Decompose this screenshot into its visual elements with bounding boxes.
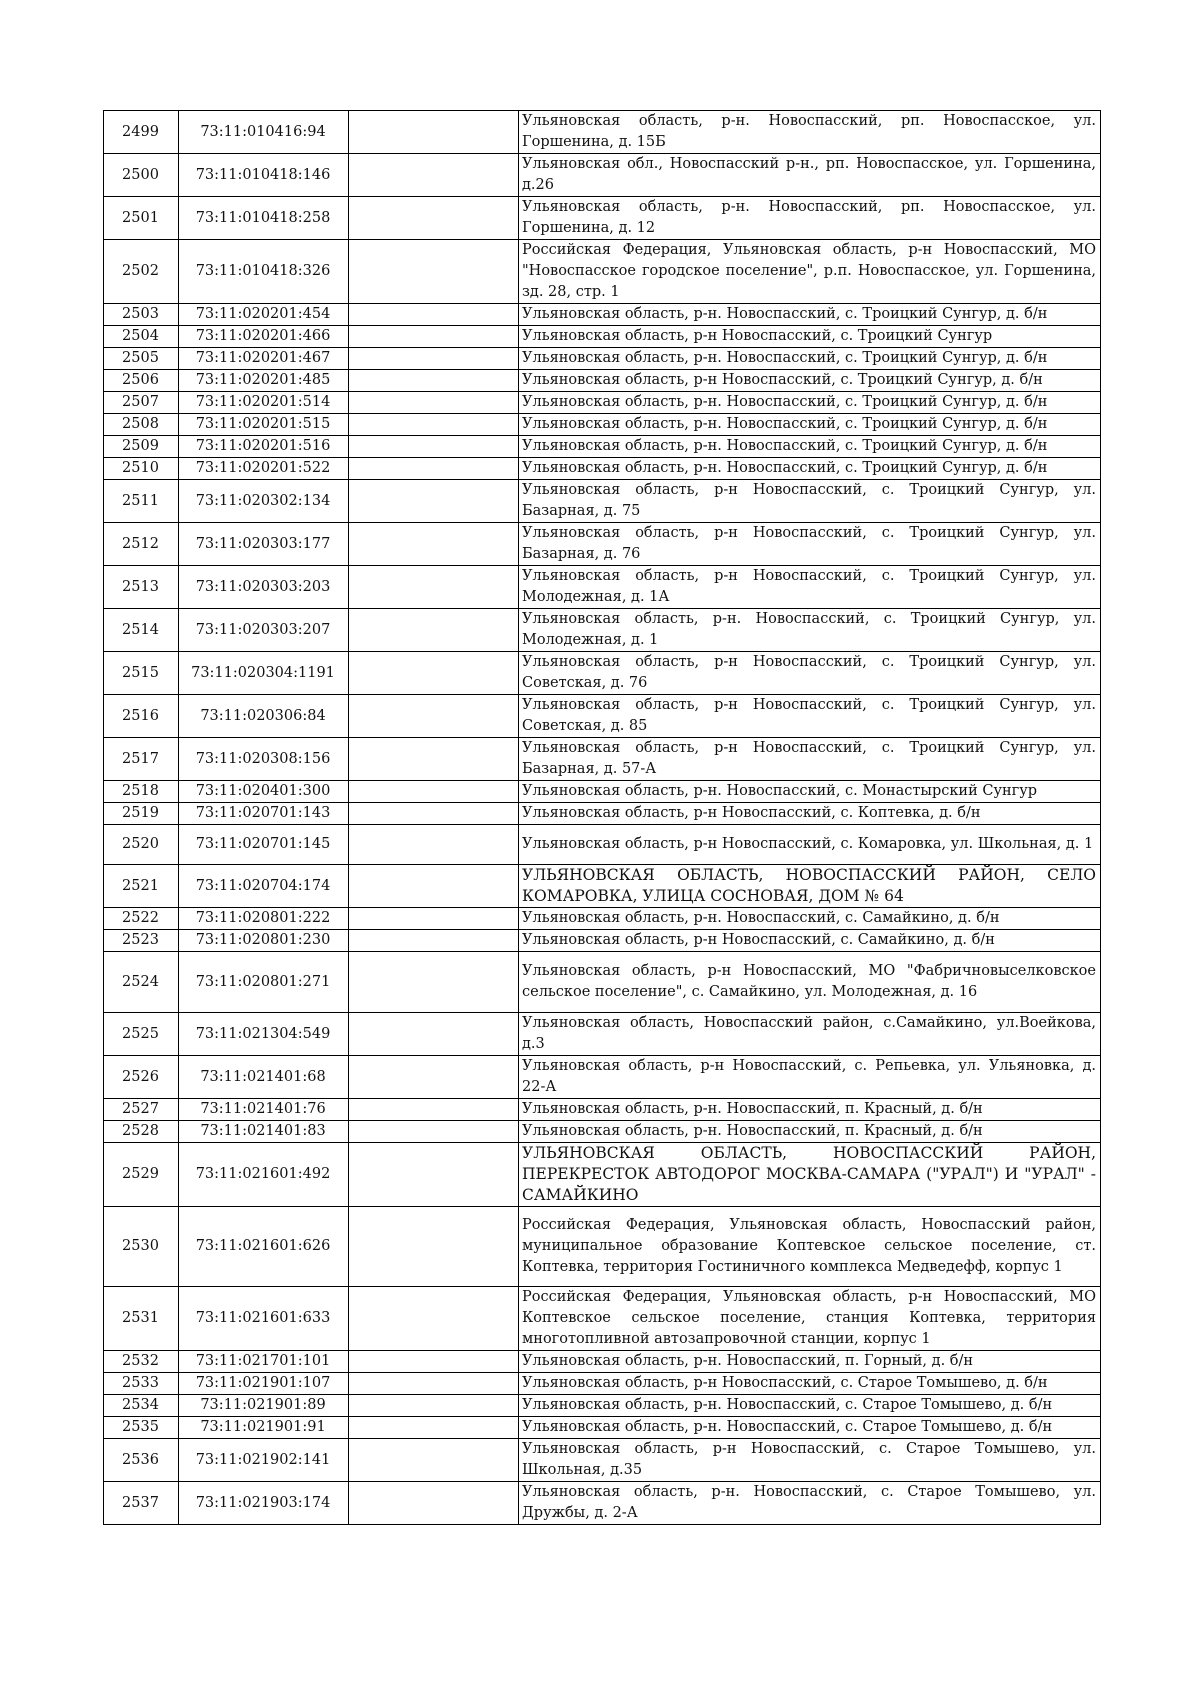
address-cell: Ульяновская обл., Новоспасский р-н., рп. Новоспасское, ул. Горшенина, д.26 [519,154,1101,197]
address-cell: Ульяновская область, р-н Новоспасский, с. Троицкий Сунгур, ул. Базарная, д. 75 [519,480,1101,523]
row-number: 2535 [104,1417,179,1439]
cadastral-number: 73:11:020801:222 [179,908,349,930]
empty-cell [349,1287,519,1351]
address-cell: Российская Федерация, Ульяновская область, р-н Новоспасский, МО Коптевское сельское поселение, станция Коптевка, территория многотопливной автозапровочной станции, корпус 1 [519,1287,1101,1351]
table-row [104,1056,1101,1099]
empty-cell [349,865,519,908]
row-number: 2504 [104,326,179,348]
cadastral-number: 73:11:020201:466 [179,326,349,348]
cadastral-number: 73:11:020401:300 [179,781,349,803]
cadastral-number: 73:11:021601:626 [179,1207,349,1287]
empty-cell [349,930,519,952]
address-cell: Ульяновская область, р-н Новоспасский, с. Старое Томышево, д. б/н [519,1373,1101,1395]
table-row [104,326,1101,348]
row-number: 2519 [104,803,179,825]
empty-cell [349,803,519,825]
row-number: 2522 [104,908,179,930]
table-row [104,803,1101,825]
row-number: 2524 [104,952,179,1013]
address-cell: УЛЬЯНОВСКАЯ ОБЛАСТЬ, НОВОСПАССКИЙ РАЙОН, ПЕРЕКРЕСТОК АВТОДОРОГ МОСКВА-САМАРА ("УРАЛ") И "УРАЛ" - САМАЙКИНО [519,1143,1101,1207]
address-cell: Ульяновская область, р-н Новоспасский, с. Троицкий Сунгур, ул. Базарная, д. 57-А [519,738,1101,781]
cadastral-number: 73:11:010418:146 [179,154,349,197]
cadastral-number: 73:11:020201:514 [179,392,349,414]
cadastral-number: 73:11:021901:91 [179,1417,349,1439]
cadastral-number: 73:11:020308:156 [179,738,349,781]
row-number: 2529 [104,1143,179,1207]
address-cell: Ульяновская область, р-н. Новоспасский, рп. Новоспасское, ул. Горшенина, д. 12 [519,197,1101,240]
table-row [104,370,1101,392]
empty-cell [349,304,519,326]
address-cell: Ульяновская область, р-н. Новоспасский, рп. Новоспасское, ул. Горшенина, д. 15Б [519,111,1101,154]
empty-cell [349,1417,519,1439]
table-row [104,523,1101,566]
cadastral-number: 73:11:010418:326 [179,240,349,304]
row-number: 2517 [104,738,179,781]
cadastral-number: 73:11:020701:145 [179,825,349,865]
table-row [104,952,1101,1013]
table-row [104,865,1101,908]
row-number: 2532 [104,1351,179,1373]
table-row [104,1373,1101,1395]
empty-cell [349,825,519,865]
row-number: 2527 [104,1099,179,1121]
empty-cell [349,348,519,370]
empty-cell [349,1395,519,1417]
table-row [104,154,1101,197]
address-cell: Ульяновская область, р-н. Новоспасский, с. Самайкино, д. б/н [519,908,1101,930]
address-cell: Ульяновская область, р-н. Новоспасский, п. Красный, д. б/н [519,1121,1101,1143]
cadastral-number: 73:11:021901:107 [179,1373,349,1395]
cadastral-number: 73:11:020303:177 [179,523,349,566]
empty-cell [349,480,519,523]
table-row [104,652,1101,695]
cadastral-number: 73:11:020701:143 [179,803,349,825]
empty-cell [349,523,519,566]
cadastral-number: 73:11:021401:76 [179,1099,349,1121]
empty-cell [349,908,519,930]
cadastral-number: 73:11:020201:515 [179,414,349,436]
table-row [104,566,1101,609]
table-row [104,1417,1101,1439]
row-number: 2512 [104,523,179,566]
table-row [104,908,1101,930]
table-row [104,392,1101,414]
cadastral-number: 73:11:020303:203 [179,566,349,609]
address-cell: Ульяновская область, р-н. Новоспасский, с. Старое Томышево, д. б/н [519,1395,1101,1417]
table-row [104,781,1101,803]
table-row [104,695,1101,738]
empty-cell [349,566,519,609]
row-number: 2533 [104,1373,179,1395]
row-number: 2502 [104,240,179,304]
address-cell: Ульяновская область, р-н. Новоспасский, с. Троицкий Сунгур, д. б/н [519,348,1101,370]
cadastral-number: 73:11:020201:454 [179,304,349,326]
table-row [104,1013,1101,1056]
address-cell: Российская Федерация, Ульяновская область, Новоспасский район, муниципальное образование Коптевское сельское поселение, ст. Коптевка, территория Гостиничного комплекса Медведефф, корпус 1 [519,1207,1101,1287]
empty-cell [349,197,519,240]
empty-cell [349,1351,519,1373]
cadastral-number: 73:11:020201:522 [179,458,349,480]
address-cell: Ульяновская область, р-н Новоспасский, с. Репьевка, ул. Ульяновка, д. 22-А [519,1056,1101,1099]
cadastral-number: 73:11:021902:141 [179,1439,349,1482]
table-row [104,1143,1101,1207]
address-cell: Ульяновская область, р-н. Новоспасский, с. Троицкий Сунгур, д. б/н [519,392,1101,414]
row-number: 2503 [104,304,179,326]
empty-cell [349,154,519,197]
table-row [104,436,1101,458]
address-cell: Ульяновская область, р-н Новоспасский, с. Самайкино, д. б/н [519,930,1101,952]
empty-cell [349,1013,519,1056]
row-number: 2526 [104,1056,179,1099]
cadastral-number: 73:11:021601:633 [179,1287,349,1351]
row-number: 2536 [104,1439,179,1482]
row-number: 2507 [104,392,179,414]
table-row [104,609,1101,652]
address-cell: Ульяновская область, р-н Новоспасский, с. Троицкий Сунгур, ул. Советская, д. 85 [519,695,1101,738]
table-row [104,1099,1101,1121]
row-number: 2523 [104,930,179,952]
row-number: 2510 [104,458,179,480]
empty-cell [349,1482,519,1525]
row-number: 2528 [104,1121,179,1143]
empty-cell [349,695,519,738]
cadastral-number: 73:11:020801:230 [179,930,349,952]
table-row [104,1439,1101,1482]
empty-cell [349,1121,519,1143]
address-cell: Ульяновская область, р-н Новоспасский, с. Старое Томышево, ул. Школьная, д.35 [519,1439,1101,1482]
table-row [104,240,1101,304]
table-row [104,1395,1101,1417]
row-number: 2534 [104,1395,179,1417]
address-cell: Ульяновская область, р-н Новоспасский, с. Троицкий Сунгур, ул. Советская, д. 76 [519,652,1101,695]
address-cell: Ульяновская область, р-н. Новоспасский, с. Старое Томышево, ул. Дружбы, д. 2-А [519,1482,1101,1525]
row-number: 2514 [104,609,179,652]
empty-cell [349,1056,519,1099]
table-row [104,1121,1101,1143]
empty-cell [349,652,519,695]
address-cell: Ульяновская область, р-н Новоспасский, с. Коптевка, д. б/н [519,803,1101,825]
row-number: 2509 [104,436,179,458]
address-cell: Российская Федерация, Ульяновская область, р-н Новоспасский, МО "Новоспасское городское поселение", р.п. Новоспасское, ул. Горшенина, зд. 28, стр. 1 [519,240,1101,304]
address-cell: Ульяновская область, р-н. Новоспасский, с. Монастырский Сунгур [519,781,1101,803]
row-number: 2530 [104,1207,179,1287]
table-row [104,930,1101,952]
address-cell: Ульяновская область, р-н. Новоспасский, с. Старое Томышево, д. б/н [519,1417,1101,1439]
document-page [103,110,1100,1525]
row-number: 2506 [104,370,179,392]
address-cell: Ульяновская область, р-н Новоспасский, с. Троицкий Сунгур, ул. Молодежная, д. 1А [519,566,1101,609]
address-cell: Ульяновская область, р-н Новоспасский, с. Комаровка, ул. Школьная, д. 1 [519,825,1101,865]
empty-cell [349,1207,519,1287]
address-cell: Ульяновская область, р-н. Новоспасский, п. Красный, д. б/н [519,1099,1101,1121]
empty-cell [349,952,519,1013]
cadastral-number: 73:11:021401:83 [179,1121,349,1143]
row-number: 2499 [104,111,179,154]
table-row [104,1287,1101,1351]
row-number: 2501 [104,197,179,240]
table-row [104,1207,1101,1287]
cadastral-number: 73:11:020302:134 [179,480,349,523]
cadastral-number: 73:11:010418:258 [179,197,349,240]
address-cell: Ульяновская область, р-н. Новоспасский, с. Троицкий Сунгур, ул. Молодежная, д. 1 [519,609,1101,652]
empty-cell [349,781,519,803]
cadastral-number: 73:11:020304:1191 [179,652,349,695]
cadastral-table [103,110,1101,1525]
cadastral-number: 73:11:020303:207 [179,609,349,652]
row-number: 2531 [104,1287,179,1351]
cadastral-number: 73:11:020306:84 [179,695,349,738]
row-number: 2521 [104,865,179,908]
empty-cell [349,738,519,781]
cadastral-number: 73:11:021601:492 [179,1143,349,1207]
row-number: 2520 [104,825,179,865]
cadastral-number: 73:11:020704:174 [179,865,349,908]
cadastral-number: 73:11:020201:467 [179,348,349,370]
row-number: 2537 [104,1482,179,1525]
table-row [104,480,1101,523]
address-cell: Ульяновская область, р-н. Новоспасский, с. Троицкий Сунгур, д. б/н [519,304,1101,326]
address-cell: Ульяновская область, р-н. Новоспасский, с. Троицкий Сунгур, д. б/н [519,458,1101,480]
table-row [104,1351,1101,1373]
cadastral-number: 73:11:021901:89 [179,1395,349,1417]
row-number: 2518 [104,781,179,803]
table-row [104,414,1101,436]
empty-cell [349,414,519,436]
address-cell: Ульяновская область, р-н Новоспасский, МО "Фабричновыселковское сельское поселение", с. Самайкино, ул. Молодежная, д. 16 [519,952,1101,1013]
address-cell: Ульяновская область, р-н Новоспасский, с. Троицкий Сунгур, д. б/н [519,370,1101,392]
cadastral-number: 73:11:021701:101 [179,1351,349,1373]
row-number: 2508 [104,414,179,436]
table-row [104,197,1101,240]
address-cell: Ульяновская область, р-н Новоспасский, с. Троицкий Сунгур [519,326,1101,348]
address-cell: Ульяновская область, р-н. Новоспасский, п. Горный, д. б/н [519,1351,1101,1373]
cadastral-number: 73:11:020201:516 [179,436,349,458]
address-cell: Ульяновская область, р-н. Новоспасский, с. Троицкий Сунгур, д. б/н [519,414,1101,436]
empty-cell [349,458,519,480]
table-row [104,304,1101,326]
empty-cell [349,436,519,458]
address-cell: Ульяновская область, р-н Новоспасский, с. Троицкий Сунгур, ул. Базарная, д. 76 [519,523,1101,566]
cadastral-number: 73:11:021903:174 [179,1482,349,1525]
row-number: 2511 [104,480,179,523]
row-number: 2505 [104,348,179,370]
table-row [104,738,1101,781]
empty-cell [349,1099,519,1121]
empty-cell [349,1439,519,1482]
empty-cell [349,1373,519,1395]
row-number: 2500 [104,154,179,197]
cadastral-number: 73:11:021401:68 [179,1056,349,1099]
row-number: 2515 [104,652,179,695]
cadastral-number: 73:11:020801:271 [179,952,349,1013]
empty-cell [349,392,519,414]
address-cell: Ульяновская область, Новоспасский район, с.Самайкино, ул.Воейкова, д.3 [519,1013,1101,1056]
empty-cell [349,111,519,154]
table-body [104,111,1101,1525]
row-number: 2516 [104,695,179,738]
empty-cell [349,609,519,652]
table-row [104,348,1101,370]
table-row [104,111,1101,154]
row-number: 2525 [104,1013,179,1056]
empty-cell [349,240,519,304]
cadastral-number: 73:11:010416:94 [179,111,349,154]
address-cell: Ульяновская область, р-н. Новоспасский, с. Троицкий Сунгур, д. б/н [519,436,1101,458]
table-row [104,458,1101,480]
cadastral-number: 73:11:021304:549 [179,1013,349,1056]
address-cell: УЛЬЯНОВСКАЯ ОБЛАСТЬ, НОВОСПАССКИЙ РАЙОН, СЕЛО КОМАРОВКА, УЛИЦА СОСНОВАЯ, ДОМ № 64 [519,865,1101,908]
empty-cell [349,1143,519,1207]
cadastral-number: 73:11:020201:485 [179,370,349,392]
empty-cell [349,326,519,348]
row-number: 2513 [104,566,179,609]
empty-cell [349,370,519,392]
table-row [104,1482,1101,1525]
table-row [104,825,1101,865]
